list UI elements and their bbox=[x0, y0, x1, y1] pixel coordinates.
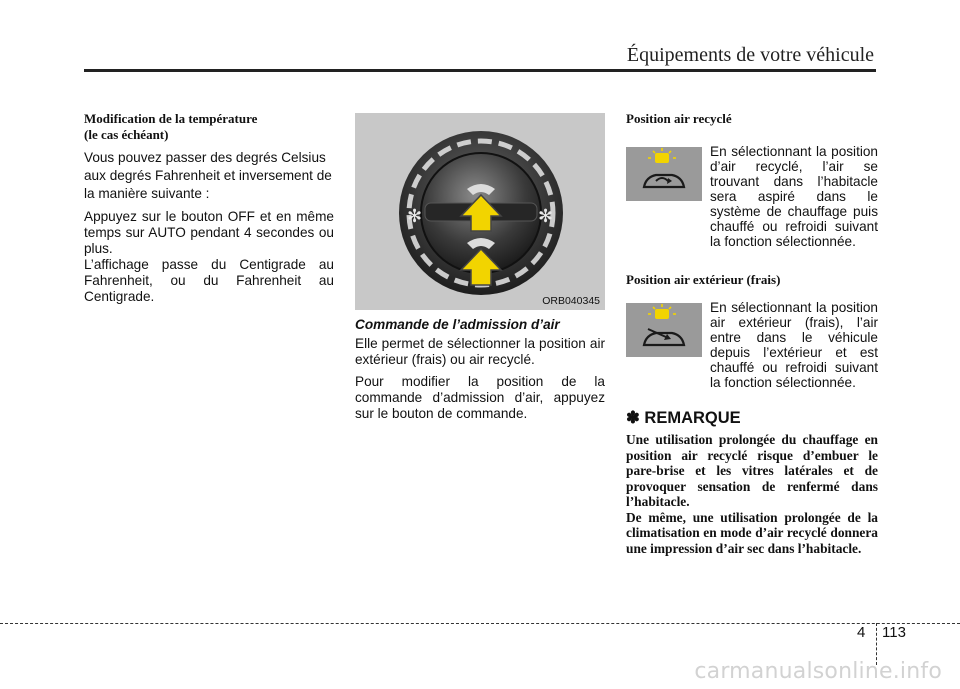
svg-text:✻: ✻ bbox=[538, 206, 554, 227]
photo-code: ORB040345 bbox=[542, 295, 600, 307]
temperature-paragraph-1: Vous pouvez passer des degrés Celsius aux degrés Fahrenheit et inversement de la manière suivante : bbox=[84, 150, 332, 201]
temperature-heading-line2: (le cas échéant) bbox=[84, 127, 169, 142]
air-intake-paragraph-2: Pour modifier la position de la commande d’admission d’air, appuyez sur le bouton de commande. bbox=[355, 374, 605, 421]
recycle-block bbox=[626, 127, 878, 272]
chapter-number: 4 bbox=[857, 624, 866, 641]
column-temperature bbox=[84, 111, 334, 305]
temperature-paragraph-2: Appuyez sur le bouton OFF et en même temps sur AUTO pendant 4 secondes ou plus. bbox=[84, 209, 334, 256]
recycled-air-button-icon bbox=[626, 147, 702, 201]
footer-rule bbox=[0, 623, 960, 624]
temperature-paragraph-3: L’affichage passe du Centigrade au Fahrenheit, ou du Fahrenheit au Centigrade. bbox=[84, 257, 334, 304]
air-intake-paragraph-1: Elle permet de sélectionner la position air extérieur (frais) ou air recyclé. bbox=[355, 336, 605, 367]
svg-text:✻: ✻ bbox=[407, 206, 423, 227]
remark-paragraph-1: Une utilisation prolongée du chauffage en position air recyclé risque d’embuer le pare-brise et les vitres latérales et de provoquer sensation de renfermé dans l’habitacle. bbox=[626, 432, 878, 509]
temperature-heading-line1: Modification de la température bbox=[84, 111, 258, 126]
fresh-block bbox=[626, 288, 878, 394]
recycle-text: En sélectionnant la position d’air recyclé, l’air se trouvant dans l’habitacle sera aspiré dans le système de chauffage puis chauffé ou refroidi suivant la fonction sélectionnée. bbox=[710, 144, 878, 249]
column-air-positions bbox=[626, 111, 878, 556]
air-intake-knob-illustration bbox=[355, 113, 605, 310]
fresh-heading: Position air extérieur (frais) bbox=[626, 272, 781, 287]
page-number: 113 bbox=[882, 624, 906, 641]
remark-title: ✽ REMARQUE bbox=[626, 409, 741, 427]
recycle-heading: Position air recyclé bbox=[626, 111, 732, 126]
watermark: carmanualsonline.info bbox=[694, 659, 942, 684]
air-intake-caption: Commande de l’admission d’air bbox=[355, 317, 560, 332]
air-intake-knob-photo bbox=[355, 113, 605, 310]
fresh-text: En sélectionnant la position air extérieur (frais), l’air entre dans le véhicule depuis l’extérieur et est chauffé ou refroidi suivant la fonction sélectionnée. bbox=[710, 300, 878, 390]
fresh-air-button-icon bbox=[626, 303, 702, 357]
remark-paragraph-2: De même, une utilisation prolongée de la climatisation en mode d’air recyclé donnera une impression d’air sec dans l’habitacle. bbox=[626, 509, 878, 556]
header-rule bbox=[84, 69, 876, 72]
column-air-intake bbox=[355, 113, 605, 422]
page-header-title: Équipements de votre véhicule bbox=[626, 44, 874, 66]
